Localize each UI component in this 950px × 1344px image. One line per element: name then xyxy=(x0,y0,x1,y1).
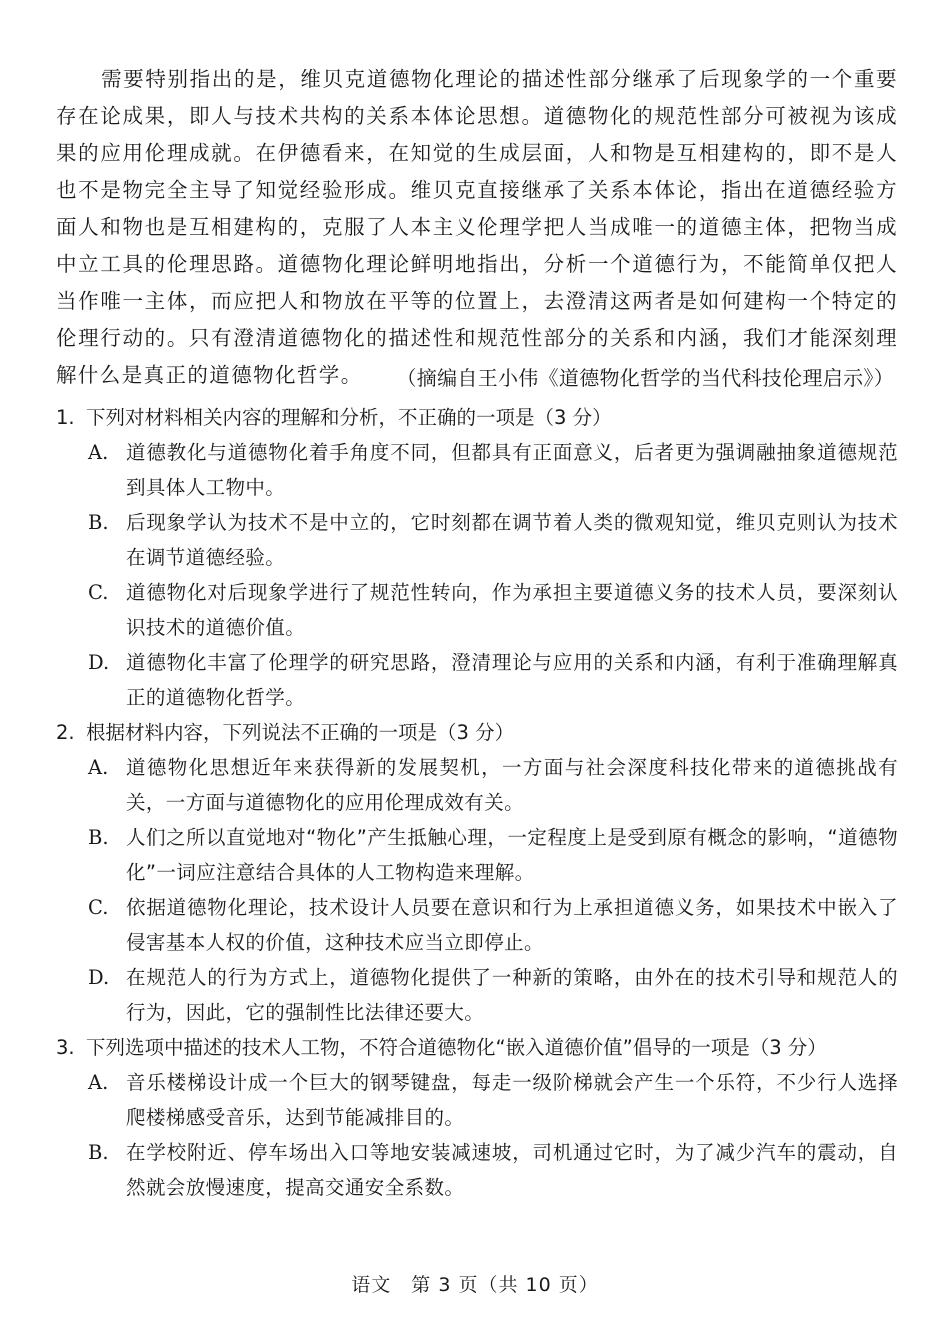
question-1 xyxy=(56,400,898,715)
option-text: 道德教化与道德物化着手角度不同，但都具有正面意义，后者更为强调融抽象道德规范到具体人工物中。 xyxy=(126,441,898,499)
source-citation: （摘编自王小伟《道德物化哲学的当代科技伦理启示》） xyxy=(396,366,894,390)
option-b xyxy=(88,1135,898,1205)
question-stem xyxy=(56,400,898,435)
question-2 xyxy=(56,715,898,1030)
question-text: 下列对材料相关内容的理解和分析，不正确的一项是（3 分） xyxy=(86,406,612,429)
option-a xyxy=(88,750,898,820)
option-text: 音乐楼梯设计成一个巨大的钢琴键盘，每走一级阶梯就会产生一个乐符，不少行人选择爬楼梯感受音乐，达到节能减排目的。 xyxy=(126,1071,898,1129)
option-d xyxy=(88,960,898,1030)
reading-passage: 需要特别指出的是，维贝克道德物化理论的描述性部分继承了后现象学的一个重要存在论成果，即人与技术共构的关系本体论思想。道德物化的规范性部分可被视为该成果的应用伦理成就。在伊德看来，在知觉的生成层面，人和物是互相建构的，即不是人也不是物完全主导了知觉经验形成。维贝克直接继承了关系本体论，指出在道德经验方面人和物也是互相建构的，克服了人本主义伦理学把人当成唯一的道德主体，把物当成中立工具的伦理思路。道德物化理论鲜明地指出，分析一个道德行为，不能简单仅把人当作唯一主体，而应把人和物放在平等的位置上，去澄清这两者是如何建构一个特定的伦理行动的。只有澄清道德物化的描述性和规范性部分的关系和内涵，我们才能深刻理解什么是真正的道德物化哲学。 xyxy=(56,66,898,387)
option-letter: D. xyxy=(88,966,110,989)
question-stem xyxy=(56,1030,898,1065)
option-c xyxy=(88,575,898,645)
option-letter: B. xyxy=(88,511,109,534)
option-text: 道德物化对后现象学进行了规范性转向，作为承担主要道德义务的技术人员，要深刻认识技术的道德价值。 xyxy=(126,581,898,639)
option-letter: A. xyxy=(88,1071,109,1094)
option-text: 道德物化丰富了伦理学的研究思路，澄清理论与应用的关系和内涵，有利于准确理解真正的道德物化哲学。 xyxy=(126,651,898,709)
option-b xyxy=(88,820,898,890)
question-number: 1. xyxy=(56,406,75,429)
option-letter: D. xyxy=(88,651,110,674)
question-list xyxy=(56,400,898,1205)
option-d xyxy=(88,645,898,715)
option-letter: A. xyxy=(88,441,109,464)
question-text: 根据材料内容，下列说法不正确的一项是（3 分） xyxy=(86,721,515,744)
option-text: 依据道德物化理论，技术设计人员要在意识和行为上承担道德义务，如果技术中嵌入了侵害基本人权的价值，这种技术应当立即停止。 xyxy=(126,896,898,954)
option-c xyxy=(88,890,898,960)
option-letter: C. xyxy=(88,581,109,604)
option-text: 在规范人的行为方式上，道德物化提供了一种新的策略，由外在的技术引导和规范人的行为，因此，它的强制性比法律还要大。 xyxy=(126,966,898,1024)
option-a xyxy=(88,435,898,505)
question-text: 下列选项中描述的技术人工物，不符合道德物化“嵌入道德价值”倡导的一项是（3 分） xyxy=(86,1036,827,1059)
option-letter: B. xyxy=(88,1141,109,1164)
option-text: 道德物化思想近年来获得新的发展契机，一方面与社会深度科技化带来的道德挑战有关，一方面与道德物化的应用伦理成效有关。 xyxy=(126,756,898,814)
page-footer: 语文 第 3 页（共 10 页） xyxy=(351,1274,599,1296)
option-text: 在学校附近、停车场出入口等地安装减速坡，司机通过它时，为了减少汽车的震动，自然就会放慢速度，提高交通安全系数。 xyxy=(126,1141,898,1199)
option-letter: C. xyxy=(88,896,109,919)
option-b xyxy=(88,505,898,575)
question-3 xyxy=(56,1030,898,1205)
option-letter: B. xyxy=(88,826,109,849)
option-text: 人们之所以直觉地对“物化”产生抵触心理，一定程度上是受到原有概念的影响，“道德物化”一词应注意结合具体的人工物构造来理解。 xyxy=(126,826,898,884)
question-number: 3. xyxy=(56,1036,75,1059)
option-a xyxy=(88,1065,898,1135)
option-letter: A. xyxy=(88,756,109,779)
question-stem xyxy=(56,715,898,750)
question-number: 2. xyxy=(56,721,75,744)
option-text: 后现象学认为技术不是中立的，它时刻都在调节着人类的微观知觉，维贝克则认为技术在调节道德经验。 xyxy=(126,511,898,569)
